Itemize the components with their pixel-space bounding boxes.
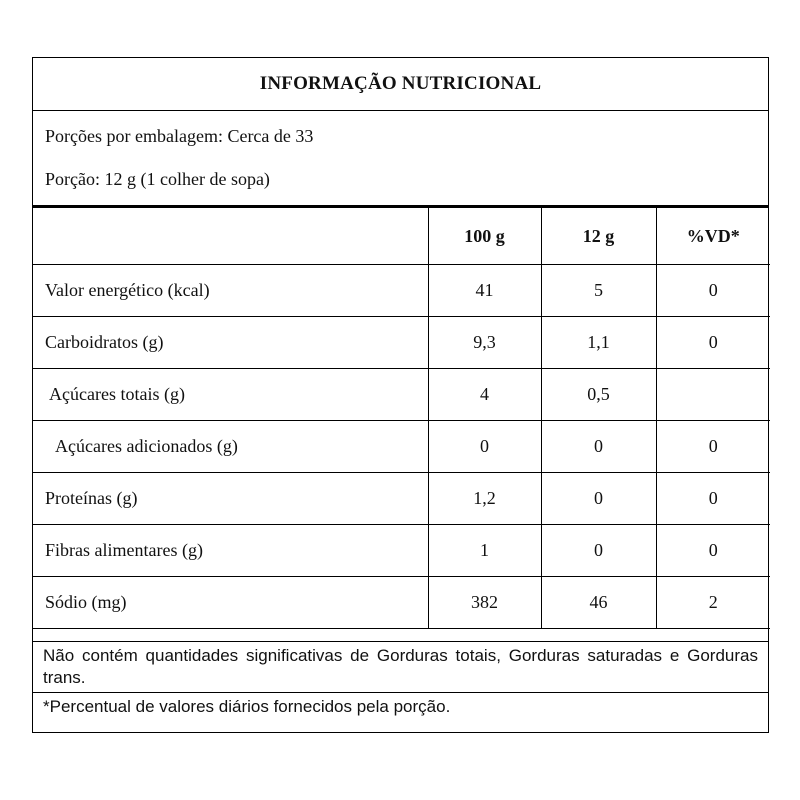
nutrition-facts-label	[32, 57, 769, 733]
value-100g: 0	[428, 421, 541, 473]
header-portion: 12 g	[541, 208, 656, 265]
value-portion: 0	[541, 473, 656, 525]
value-portion: 0	[541, 421, 656, 473]
value-100g: 9,3	[428, 317, 541, 369]
value-100g: 1	[428, 525, 541, 577]
nutrient-label: Valor energético (kcal)	[33, 265, 428, 317]
value-portion: 0,5	[541, 369, 656, 421]
table-row	[33, 317, 770, 369]
footnotes	[33, 641, 768, 721]
value-portion: 46	[541, 577, 656, 629]
value-vd: 2	[656, 577, 770, 629]
value-vd: 0	[656, 525, 770, 577]
table-header-row	[33, 208, 770, 265]
header-vd: %VD*	[656, 208, 770, 265]
not-significant-note: Não contém quantidades significativas de Gorduras totais, Gorduras saturadas e Gorduras trans.	[33, 642, 768, 693]
value-100g: 1,2	[428, 473, 541, 525]
value-vd: 0	[656, 473, 770, 525]
vd-footnote: *Percentual de valores diários fornecidos pela porção.	[43, 697, 451, 716]
value-vd	[656, 369, 770, 421]
header-nutrient	[33, 208, 428, 265]
nutrient-label: Fibras alimentares (g)	[33, 525, 428, 577]
nutrient-label: Sódio (mg)	[33, 577, 428, 629]
nutrient-label: Açúcares adicionados (g)	[33, 421, 428, 473]
value-portion: 5	[541, 265, 656, 317]
header-100g: 100 g	[428, 208, 541, 265]
nutrient-label: Proteínas (g)	[33, 473, 428, 525]
servings-per-package: Porções por embalagem: Cerca de 33	[45, 126, 314, 146]
label-title: INFORMAÇÃO NUTRICIONAL	[33, 58, 768, 111]
nutrient-label: Carboidratos (g)	[33, 317, 428, 369]
table-row	[33, 473, 770, 525]
value-portion: 0	[541, 525, 656, 577]
table-row	[33, 577, 770, 629]
table-row	[33, 421, 770, 473]
serving-info	[33, 111, 768, 208]
value-vd: 0	[656, 317, 770, 369]
value-100g: 41	[428, 265, 541, 317]
value-100g: 382	[428, 577, 541, 629]
portion-size: Porção: 12 g (1 colher de sopa)	[45, 169, 270, 189]
nutrient-label: Açúcares totais (g)	[33, 369, 428, 421]
value-vd: 0	[656, 265, 770, 317]
value-100g: 4	[428, 369, 541, 421]
value-vd: 0	[656, 421, 770, 473]
value-portion: 1,1	[541, 317, 656, 369]
table-row	[33, 265, 770, 317]
nutrient-table	[33, 208, 770, 629]
table-row	[33, 525, 770, 577]
table-row	[33, 369, 770, 421]
